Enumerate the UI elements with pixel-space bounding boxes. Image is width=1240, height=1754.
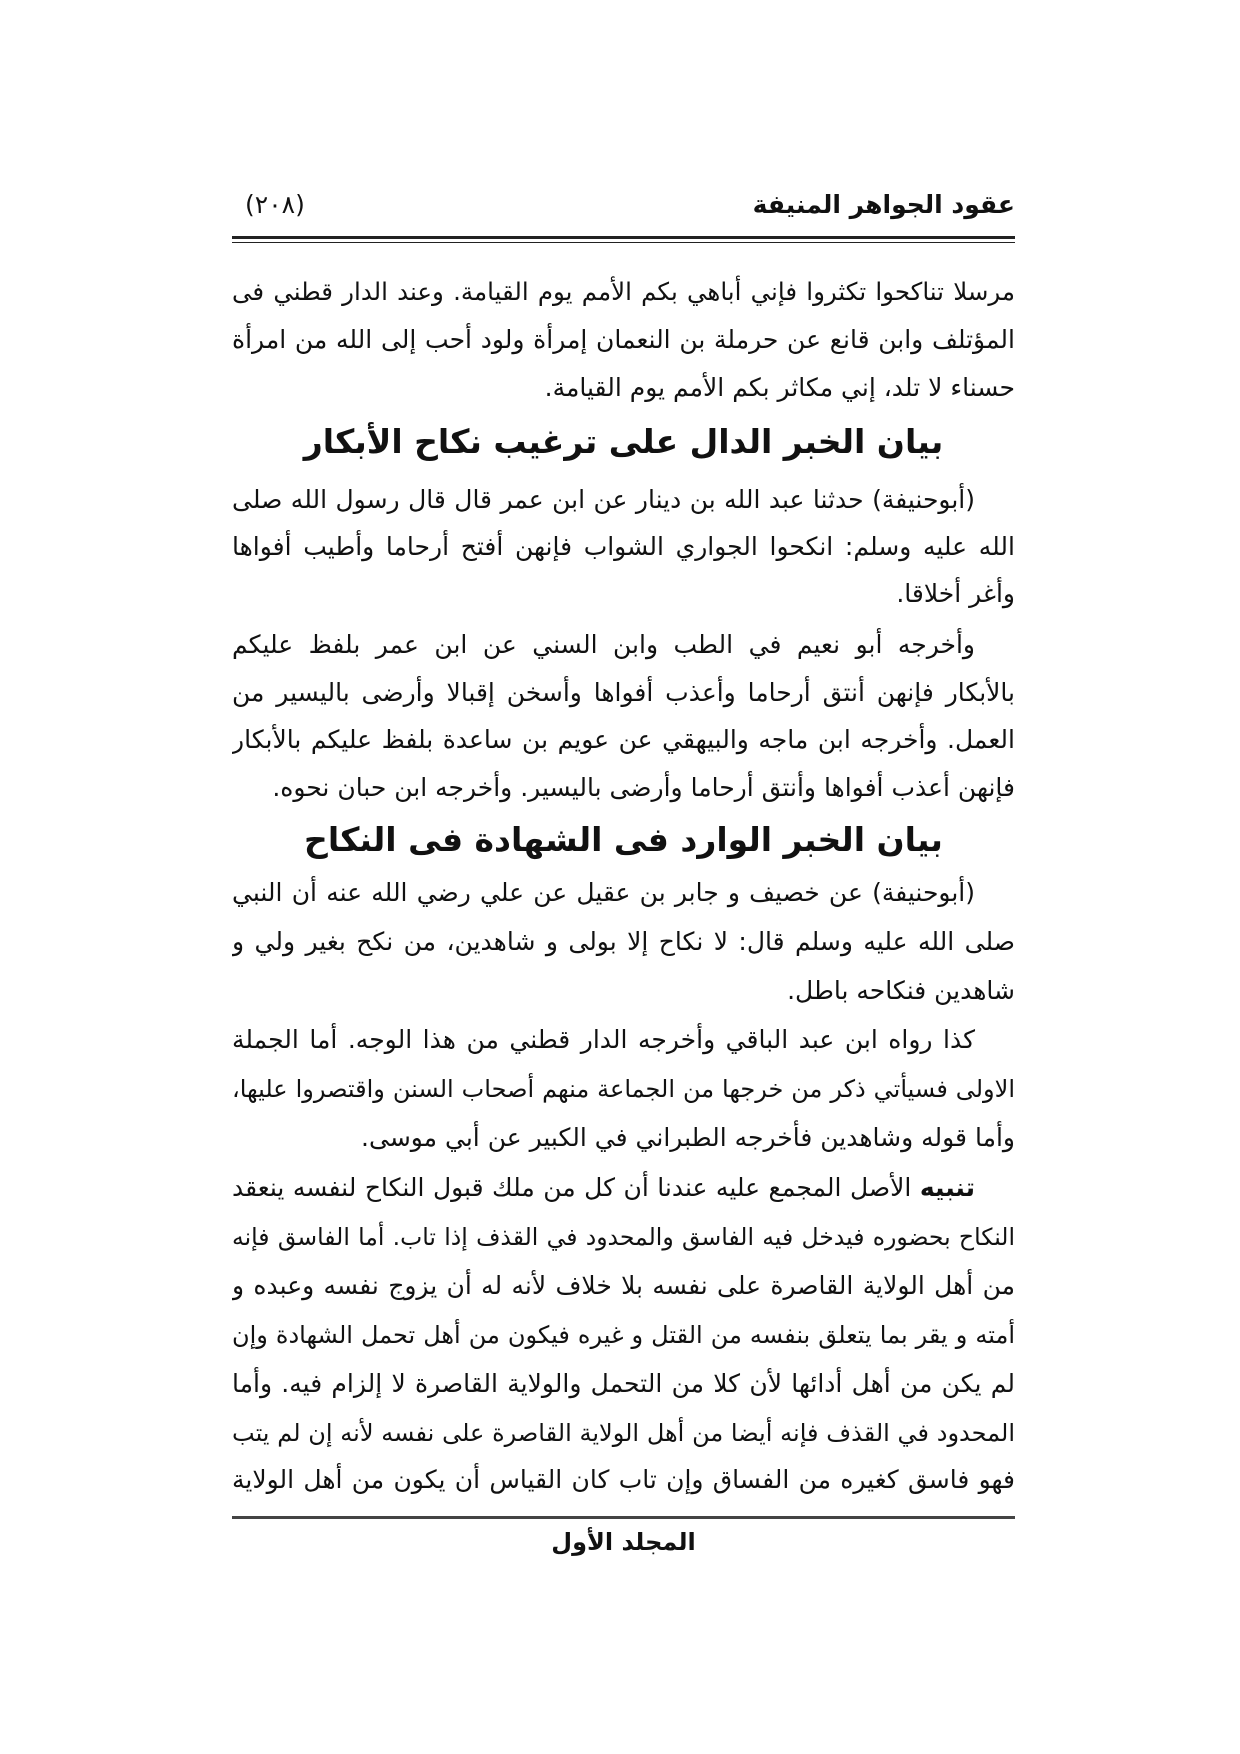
footer-volume: المجلد الأول [551, 1528, 696, 1556]
text-line: مرسلا تناكحوا تكثروا فإني أباهي بكم الأمم يوم القيامة. وعند الدار قطني فى [232, 277, 1015, 306]
text-line: (أبوحنيفة) حدثنا عبد الله بن دينار عن ابن عمر قال قال رسول الله صلى [232, 485, 975, 514]
text-line: فإنهن أعذب أفواها وأنتق أرحاما وأرضى باليسير. وأخرجه ابن حبان نحوه. [272, 773, 1015, 802]
note-label: تنبيه [919, 1173, 975, 1202]
text-line: (أبوحنيفة) عن خصيف و جابر بن عقيل عن علي رضي الله عنه أن النبي [232, 878, 975, 907]
text-line: شاهدين فنكاحه باطل. [787, 976, 1015, 1005]
text-line: من أهل الولاية القاصرة على نفسه بلا خلاف لأنه له أن يزوج نفسه وعبده و [232, 1271, 1015, 1300]
text-line: وأما قوله وشاهدين فأخرجه الطبراني في الكبير عن أبي موسى. [361, 1123, 1015, 1152]
text-line: فهو فاسق كغيره من الفساق وإن تاب كان القياس أن يكون من أهل الولاية [232, 1465, 1015, 1494]
section-heading: بيان الخبر الدال على ترغيب نكاح الأبكار [303, 422, 944, 461]
text-line: المؤتلف وابن قانع عن حرملة بن النعمان إمرأة ولود أحب إلى الله من امرأة [232, 325, 1015, 354]
text-line: كذا رواه ابن عبد الباقي وأخرجه الدار قطني من هذا الوجه. أما الجملة [232, 1025, 975, 1054]
text-line: بالأبكار فإنهن أنتق أرحاما وأعذب أفواها وأسخن إقبالا وأرضى باليسير من [232, 678, 1015, 707]
text-line: لم يكن من أهل أدائها لأن كلا من التحمل والولاية القاصرة لا إلزام فيه. وأما [232, 1369, 1015, 1398]
text-line: أمته و يقر بما يتعلق بنفسه من القتل و غيره فيكون من أهل تحمل الشهادة وإن [232, 1321, 1015, 1349]
text-line: الله عليه وسلم: انكحوا الجواري الشواب فإنهن أفتح أرحاما وأطيب أفواها [232, 532, 1015, 561]
text-line: حسناء لا تلد، إني مكاثر بكم الأمم يوم القيامة. [544, 373, 1015, 402]
running-header-title: عقود الجواهر المنيفة [752, 190, 1015, 219]
text-line-content: الأصل المجمع عليه عندنا أن كل من ملك قبول النكاح لنفسه ينعقد [232, 1173, 912, 1202]
text-line: وأغر أخلاقا. [896, 579, 1015, 608]
text-line: وأخرجه أبو نعيم في الطب وابن السني عن ابن عمر بلفظ عليكم [232, 630, 975, 659]
text-line: الاولى فسيأتي ذكر من خرجها من الجماعة منهم أصحاب السنن واقتصروا عليها، [232, 1075, 1015, 1103]
footer-rule [232, 1516, 1015, 1519]
text-line [232, 1164, 1015, 1212]
text-line: صلى الله عليه وسلم قال: لا نكاح إلا بولى و شاهدين، من نكح بغير ولي و [232, 927, 1015, 956]
page-number: (٢٠٨) [245, 190, 305, 219]
header-double-rule [232, 236, 1015, 243]
text-line: العمل. وأخرجه ابن ماجه والبيهقي عن عويم بن ساعدة بلفظ عليكم بالأبكار [232, 725, 1015, 754]
text-line: النكاح بحضوره فيدخل فيه الفاسق والمحدود في القذف إذا تاب. أما الفاسق فإنه [232, 1223, 1015, 1251]
text-line: المحدود في القذف فإنه أيضا من أهل الولاية القاصرة على نفسه لأنه إن لم يتب [232, 1419, 1015, 1447]
section-heading: بيان الخبر الوارد فى الشهادة فى النكاح [304, 820, 943, 859]
